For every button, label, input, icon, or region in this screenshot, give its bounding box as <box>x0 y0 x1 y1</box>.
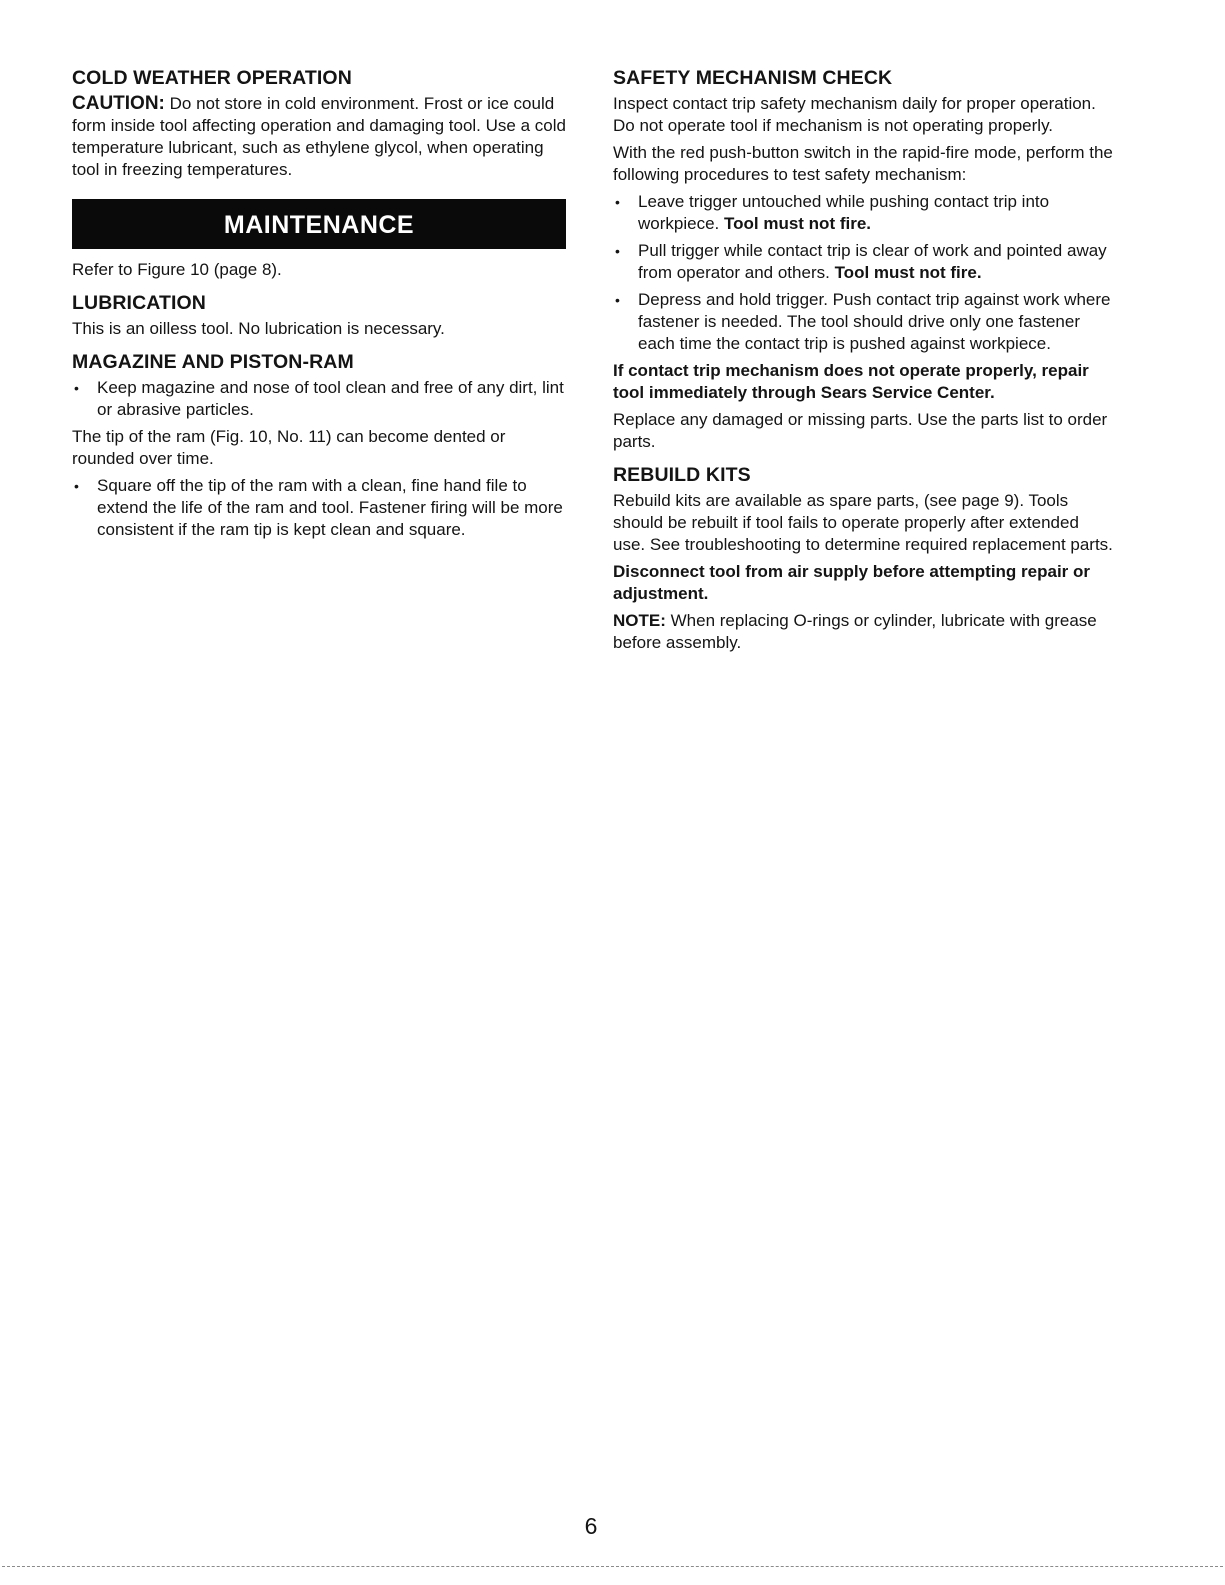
safety-heading: SAFETY MECHANISM CHECK <box>613 67 893 89</box>
right-column <box>613 66 1113 659</box>
magazine-heading: MAGAZINE AND PISTON-RAM <box>72 351 354 373</box>
caution-label: CAUTION: <box>72 93 165 114</box>
lubrication-heading: LUBRICATION <box>72 292 206 314</box>
magazine-list-1 <box>72 377 570 421</box>
ram-tip-text: The tip of the ram (Fig. 10, No. 11) can become dented or rounded over time. <box>72 427 506 468</box>
caution-paragraph <box>72 93 570 181</box>
caution-text: Do not store in cold environment. Frost or ice could form inside tool affecting operation and damaging tool. Use a cold temperature lubricant, such as ethylene glycol, when operating tool in freezing temperatures. <box>72 94 566 179</box>
contact-trip-warning: If contact trip mechanism does not operate properly, repair tool immediately through Sears Service Center. <box>613 361 1089 402</box>
maintenance-banner: MAINTENANCE <box>72 199 566 249</box>
left-column <box>72 66 570 546</box>
bullet-icon: • <box>74 478 79 494</box>
safety-bullet-text: Depress and hold trigger. Push contact trip against work where fastener is needed. The tool should drive only one fastener each time the contact trip is pushed against workpiece. <box>638 290 1111 353</box>
safety-bullet-warning: Tool must not fire. <box>724 214 872 233</box>
list-item <box>72 377 570 421</box>
bottom-divider <box>2 1566 1223 1567</box>
safety-intro: Inspect contact trip safety mechanism daily for proper operation. Do not operate tool if mechanism is not operating properly. <box>613 94 1096 135</box>
safety-bullet-warning: Tool must not fire. <box>834 263 982 282</box>
bullet-icon: • <box>74 380 79 396</box>
safety-bullet-text: Leave trigger untouched while pushing contact trip into workpiece. <box>638 192 1050 233</box>
list-item <box>613 289 1113 355</box>
rebuild-heading: REBUILD KITS <box>613 464 751 486</box>
disconnect-warning: Disconnect tool from air supply before attempting repair or adjustment. <box>613 562 1091 603</box>
replace-parts-text: Replace any damaged or missing parts. Use the parts list to order parts. <box>613 410 1108 451</box>
note-text: When replacing O-rings or cylinder, lubricate with grease before assembly. <box>613 611 1097 652</box>
ram-bullet-text: Square off the tip of the ram with a clean, fine hand file to extend the life of the ram and tool. Fastener firing will be more consistent if the ram tip is kept clean and square. <box>97 476 563 539</box>
refer-text: Refer to Figure 10 (page 8). <box>72 260 282 279</box>
safety-procedure-intro: With the red push-button switch in the rapid-fire mode, perform the following procedures to test safety mechanism: <box>613 143 1113 184</box>
safety-bullet-text: Pull trigger while contact trip is clear of work and pointed away from operator and others. <box>638 241 1107 282</box>
page-number: 6 <box>584 1513 598 1539</box>
magazine-bullet-text: Keep magazine and nose of tool clean and free of any dirt, lint or abrasive particles. <box>97 378 564 419</box>
cold-weather-heading: COLD WEATHER OPERATION <box>72 67 352 89</box>
rebuild-text: Rebuild kits are available as spare parts, (see page 9). Tools should be rebuilt if tool fails to operate properly after extended use. See troubleshooting to determine required replacement parts. <box>613 491 1113 554</box>
bullet-icon: • <box>615 194 620 210</box>
note-label: NOTE: <box>613 611 666 630</box>
safety-list <box>613 191 1113 355</box>
list-item <box>613 240 1113 284</box>
magazine-list-2 <box>72 475 570 541</box>
list-item <box>613 191 1113 235</box>
bullet-icon: • <box>615 292 620 308</box>
note-paragraph <box>613 610 1113 654</box>
lubrication-text: This is an oilless tool. No lubrication is necessary. <box>72 319 445 338</box>
bullet-icon: • <box>615 243 620 259</box>
list-item <box>72 475 570 541</box>
